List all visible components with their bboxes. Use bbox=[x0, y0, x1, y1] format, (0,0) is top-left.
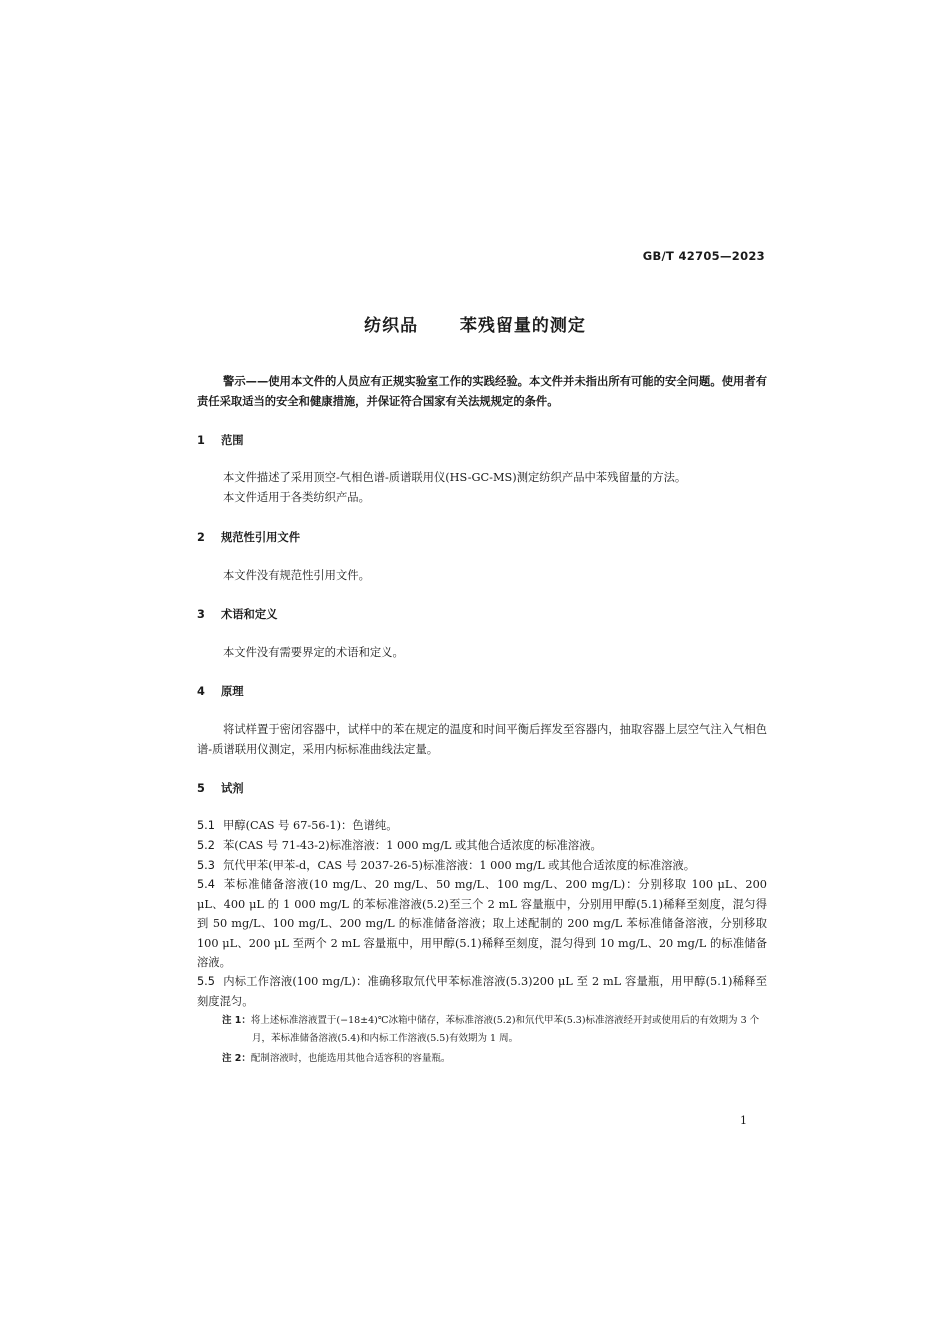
clause-text: 苯(CAS 号 71-43-2)标准溶液：1 000 mg/L 或其他合适浓度的标准溶液。 bbox=[223, 839, 602, 852]
note-label: 注 1： bbox=[222, 1015, 251, 1026]
clause-5-2 bbox=[197, 836, 767, 856]
note-1 bbox=[222, 1012, 767, 1048]
clause-text: 苯标准储备溶液(10 mg/L、20 mg/L、50 mg/L、100 mg/L、200 mg/L)：分别移取 100 μL、200 μL、400 μL 的 1 000 mg/L 的苯标准溶液(5.2)至三个 2 mL 容量瓶中，分别用甲醇(5.1)稀释至刻度，混匀得到 50 mg/L、100 mg/L、200 mg/L 的标准储备溶液；取上述配制的 200 mg/L 苯标准储备溶液，分别移取 100 μL、200 μL 至两个 2 mL 容量瓶中，用甲醇(5.1)稀释至刻度，混匀得到 10 mg/L、20 mg/L 的标准储备溶液。 bbox=[197, 878, 767, 969]
section-heading-scope bbox=[197, 432, 244, 448]
clause-5-1 bbox=[197, 816, 767, 836]
section-heading-normative-references bbox=[197, 529, 300, 545]
clause-number: 5.2 bbox=[197, 839, 215, 852]
section-number: 2 bbox=[197, 531, 205, 544]
section-title: 规范性引用文件 bbox=[220, 531, 301, 544]
paragraph: 本文件没有规范性引用文件。 bbox=[223, 569, 370, 582]
document-title: 纺织品 苯残留量的测定 bbox=[364, 316, 586, 336]
paragraph: 本文件没有需要界定的术语和定义。 bbox=[223, 646, 404, 659]
section-heading-terms bbox=[197, 606, 277, 622]
clause-number: 5.5 bbox=[197, 975, 215, 988]
page-number: 1 bbox=[740, 1114, 747, 1127]
clause-text: 甲醇(CAS 号 67-56-1)：色谱纯。 bbox=[223, 819, 398, 832]
section-number: 5 bbox=[197, 782, 205, 795]
section-title: 术语和定义 bbox=[220, 608, 278, 621]
section-title: 原理 bbox=[220, 685, 244, 698]
clause-number: 5.4 bbox=[197, 878, 215, 891]
note-text: 配制溶液时，也能选用其他合适容积的容量瓶。 bbox=[250, 1053, 451, 1064]
paragraph: 本文件适用于各类纺织产品。 bbox=[223, 491, 370, 504]
section-title: 范围 bbox=[220, 434, 244, 447]
note-2 bbox=[222, 1050, 767, 1068]
section-title: 试剂 bbox=[220, 782, 244, 795]
section-heading-principle bbox=[197, 683, 244, 699]
clause-5-5 bbox=[197, 972, 767, 1011]
note-label: 注 2： bbox=[222, 1053, 251, 1064]
standard-number: GB/T 42705—2023 bbox=[642, 249, 765, 263]
safety-warning: 警示——使用本文件的人员应有正规实验室工作的实践经验。本文件并未指出所有可能的安全问题。使用者有责任采取适当的安全和健康措施，并保证符合国家有关法规规定的条件。 bbox=[197, 375, 767, 408]
paragraph: 本文件描述了采用顶空-气相色谱-质谱联用仪(HS-GC-MS)测定纺织产品中苯残留量的方法。 bbox=[223, 471, 687, 484]
section-number: 3 bbox=[197, 608, 205, 621]
clause-text: 氘代甲苯(甲苯-d，CAS 号 2037-26-5)标准溶液：1 000 mg/L 或其他合适浓度的标准溶液。 bbox=[223, 859, 696, 872]
paragraph: 将试样置于密闭容器中，试样中的苯在规定的温度和时间平衡后挥发至容器内，抽取容器上层空气注入气相色谱-质谱联用仪测定，采用内标标准曲线法定量。 bbox=[197, 723, 767, 756]
section-number: 1 bbox=[197, 434, 205, 447]
clause-text: 内标工作溶液(100 mg/L)：准确移取氘代甲苯标准溶液(5.3)200 μL 至 2 mL 容量瓶，用甲醇(5.1)稀释至刻度混匀。 bbox=[197, 975, 767, 1008]
clause-5-4 bbox=[197, 875, 767, 973]
clause-5-3 bbox=[197, 856, 767, 876]
clause-number: 5.1 bbox=[197, 819, 215, 832]
section-number: 4 bbox=[197, 685, 205, 698]
section-heading-reagents bbox=[197, 780, 244, 796]
clause-number: 5.3 bbox=[197, 859, 215, 872]
note-text: 将上述标准溶液置于(−18±4)℃冰箱中储存，苯标准溶液(5.2)和氘代甲苯(5.3)标准溶液经开封或使用后的有效期为 3 个月，苯标准储备溶液(5.4)和内标工作溶液(5.5)有效期为 1 周。 bbox=[250, 1015, 760, 1044]
